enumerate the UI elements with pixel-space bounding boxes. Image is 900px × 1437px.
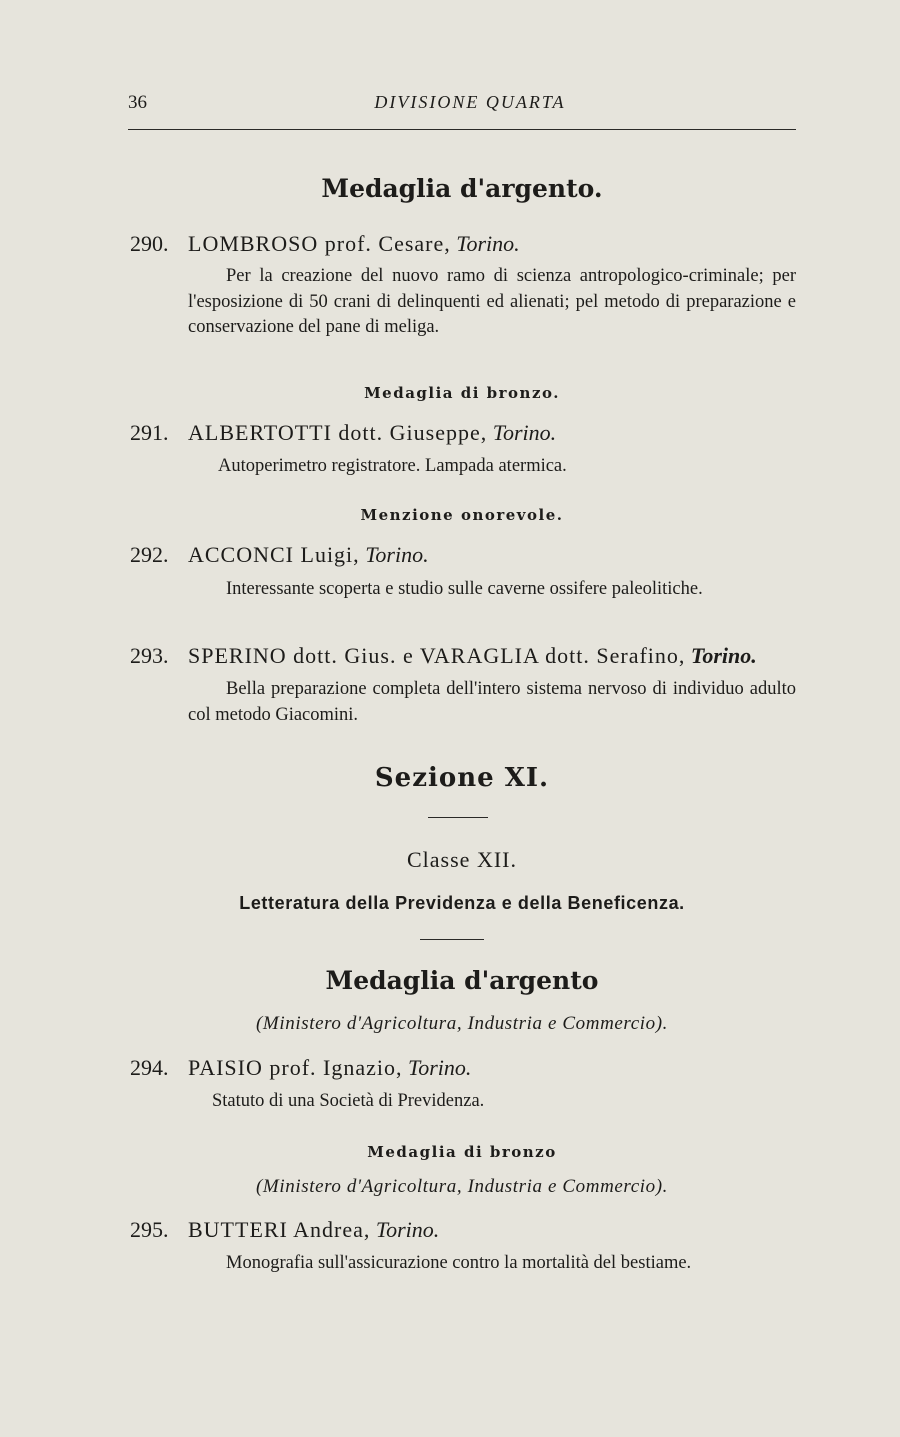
award-heading-mention: Menzione onorevole. bbox=[360, 506, 564, 524]
entry-number: 294. bbox=[130, 1055, 169, 1080]
header-rule bbox=[128, 129, 796, 130]
entry-290 bbox=[130, 231, 520, 257]
entry-number: 290. bbox=[130, 231, 169, 256]
award-heading-bronze: Medaglia di bronzo. bbox=[364, 384, 560, 402]
entry-295-description: Monografia sull'assicurazione contro la mortalità del bestiame. bbox=[226, 1253, 692, 1273]
entry-number: 291. bbox=[130, 420, 169, 445]
entry-number: 295. bbox=[130, 1217, 169, 1242]
entry-292-description: Interessante scoperta e studio sulle caverne ossifere paleolitiche. bbox=[226, 579, 703, 599]
section-heading: Sezione XI. bbox=[374, 763, 550, 793]
entry-293-description: Bella preparazione completa dell'intero sistema nervoso di individuo adulto col metodo Giacomini. bbox=[188, 679, 796, 725]
award-heading-silver-2: Medaglia d'argento bbox=[325, 966, 599, 995]
entry-number: 292. bbox=[130, 542, 169, 567]
page-number: 36 bbox=[128, 92, 147, 113]
award-heading-silver: Medaglia d'argento. bbox=[321, 174, 603, 203]
running-title: DIVISIONE QUARTA bbox=[374, 92, 566, 112]
section-rule bbox=[428, 817, 488, 818]
ministry-note-silver: (Ministero d'Agricoltura, Industria e Commercio). bbox=[255, 1013, 669, 1034]
entry-place: Torino. bbox=[365, 542, 429, 567]
entry-294-description: Statuto di una Società di Previdenza. bbox=[212, 1091, 485, 1111]
entry-294 bbox=[130, 1055, 471, 1081]
entry-292 bbox=[130, 542, 429, 568]
entry-place: Torino. bbox=[408, 1055, 472, 1080]
entry-290-description: Per la creazione del nuovo ramo di scienza antropologico-criminale; per l'esposizione di 50 crani di delinquenti ed alienati; pel metodo di preparazione e conservazione del pane di meliga. bbox=[188, 266, 796, 337]
entry-place: Torino. bbox=[690, 643, 757, 668]
entry-place: Torino. bbox=[456, 231, 520, 256]
entry-295 bbox=[130, 1217, 439, 1243]
class-heading: Classe XII. bbox=[407, 847, 517, 872]
entry-name: PAISIO prof. Ignazio, bbox=[188, 1055, 403, 1080]
class-subject: Letteratura della Previdenza e della Beneficenza. bbox=[239, 893, 685, 913]
entry-name: ALBERTOTTI dott. Giuseppe, bbox=[188, 420, 488, 445]
entry-name: BUTTERI Andrea, bbox=[188, 1217, 371, 1242]
entry-291 bbox=[130, 420, 556, 446]
entry-name: ACCONCI Luigi, bbox=[188, 542, 360, 567]
entry-place: Torino. bbox=[492, 420, 557, 445]
entry-291-description: Autoperimetro registratore. Lampada atermica. bbox=[218, 456, 567, 476]
entry-place: Torino. bbox=[375, 1217, 440, 1242]
entry-number: 293. bbox=[130, 643, 169, 668]
class-rule bbox=[420, 939, 484, 940]
entry-name: LOMBROSO prof. Cesare, bbox=[188, 231, 451, 256]
ministry-note-bronze: (Ministero d'Agricoltura, Industria e Commercio). bbox=[255, 1176, 669, 1197]
entry-293 bbox=[130, 643, 757, 669]
award-heading-bronze-2: Medaglia di bronzo bbox=[367, 1143, 557, 1161]
entry-name: SPERINO dott. Gius. e VARAGLIA dott. Serafino, bbox=[188, 643, 686, 668]
